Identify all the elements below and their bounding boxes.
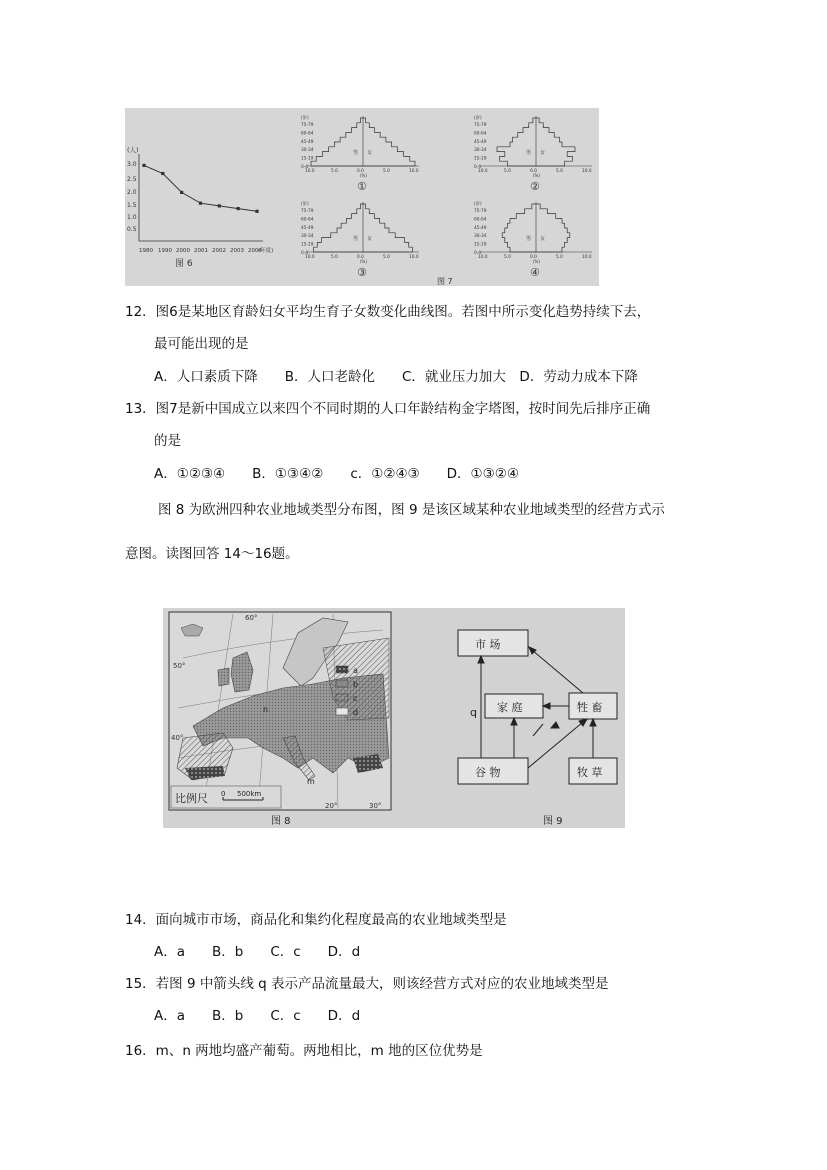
age-label: 60-64	[301, 131, 314, 137]
figure-6-7	[125, 108, 599, 286]
scale-km: 500km	[237, 790, 262, 798]
fig6-data-point	[218, 204, 221, 207]
fig6-ylabel: (人)	[127, 146, 139, 154]
box-livestock-label: 牲 畜	[577, 701, 603, 714]
age-label: 0-4	[474, 251, 482, 256]
q15-stem: 15．若图 9 中箭头线 q 表示产品流量最大，则该经营方式对应的农业地域类型是	[125, 976, 609, 992]
figure-8-9	[163, 608, 625, 828]
age-label: 75-79	[301, 123, 314, 128]
age-label: 15-19	[474, 242, 487, 248]
figure-7-pyramids	[301, 114, 592, 279]
pyramid-pct: (%)	[533, 173, 540, 178]
fig6-xtick: 1980	[139, 248, 153, 254]
age-label: 0-4	[474, 165, 482, 170]
fig6-ytick: 1.5	[127, 202, 137, 209]
fig7-caption: 图 7	[437, 277, 453, 286]
age-label: 30-34	[474, 234, 487, 240]
age-label: 75-79	[474, 209, 487, 214]
sex-label: 女	[367, 150, 373, 156]
population-pyramid	[474, 114, 592, 193]
figure-8-map	[169, 612, 391, 827]
fig9-caption: 图 9	[543, 816, 563, 827]
pyramid-pct: (%)	[360, 173, 367, 178]
age-label: 15-19	[474, 156, 487, 162]
sex-label: 女	[540, 150, 546, 156]
lat-60: 60°	[245, 614, 258, 622]
sex-label: 男	[526, 236, 532, 242]
pyramid-xtick: 10.0	[582, 169, 592, 174]
fig6-xtick: 2001	[194, 248, 208, 254]
fig6-data-point	[255, 210, 258, 213]
fig6-xtick: 1990	[158, 248, 172, 254]
fig6-caption: 图 6	[175, 259, 193, 269]
q13-options: A．①②③④ B．①③④② c．①②④③ D．①③②④	[154, 466, 519, 482]
fig8-caption: 图 8	[271, 816, 291, 827]
legend-label-a: a	[353, 666, 358, 675]
arrow-q-label: q	[470, 706, 477, 719]
age-label: 0-4	[301, 251, 309, 256]
age-label: 45-49	[301, 225, 314, 231]
age-label: 45-49	[474, 139, 487, 145]
legend-label-d: d	[353, 708, 359, 717]
box-forage-label: 牧 草	[577, 766, 603, 779]
fig6-xtick: 2003	[230, 248, 244, 254]
scale-zero: 0	[221, 790, 226, 798]
age-label: 30-34	[301, 234, 314, 240]
pyramid-marker: ③	[357, 266, 367, 279]
pyramid-xtick: 5.0	[331, 169, 338, 174]
pyramid-xtick: 5.0	[504, 255, 511, 260]
pyramid-xtick: 5.0	[331, 255, 338, 260]
age-unit: (岁)	[301, 116, 309, 121]
sex-label: 女	[540, 236, 546, 242]
lat-40: 40°	[171, 734, 184, 742]
age-label: 60-64	[474, 217, 487, 223]
pyramid-xtick: 10.0	[305, 255, 315, 260]
fig6-data-point	[180, 191, 183, 194]
q14-options: A．a B．b C．c D．d	[154, 944, 361, 960]
legend-swatch-a	[336, 666, 348, 673]
age-label: 15-19	[301, 242, 314, 248]
legend-label-c: c	[353, 694, 358, 703]
fig6-xtick: 2004	[248, 248, 262, 254]
population-pyramid	[301, 114, 419, 193]
age-label: 60-64	[301, 217, 314, 223]
pyramid-xtick: 5.0	[383, 169, 390, 174]
fig6-data-point	[161, 172, 164, 175]
pyramid-marker: ①	[357, 180, 367, 193]
pyramid-xtick: 10.0	[582, 255, 592, 260]
pyramid-xtick: 10.0	[478, 255, 488, 260]
sex-label: 女	[367, 236, 373, 242]
fig6-xtick: 2002	[212, 248, 226, 254]
pyramid-xtick: 10.0	[409, 169, 419, 174]
age-label: 75-79	[474, 123, 487, 128]
pyramid-xtick: 10.0	[305, 169, 315, 174]
fig6-ytick: 2.5	[127, 176, 137, 183]
fig6-data-point	[237, 207, 240, 210]
legend-swatch-b	[336, 680, 348, 687]
age-label: 0-4	[301, 165, 309, 170]
q13-stem-line1: 13．图7是新中国成立以来四个不同时期的人口年龄结构金字塔图，按时间先后排序正确	[125, 401, 651, 417]
sex-label: 男	[526, 150, 532, 156]
pyramid-xtick: 5.0	[556, 255, 563, 260]
age-unit: (岁)	[474, 116, 482, 121]
pyramid-xtick: 0.0	[357, 169, 364, 174]
pyramid-xtick: 0.0	[357, 255, 364, 260]
legend-label-b: b	[353, 680, 359, 689]
lon-20: 20°	[325, 802, 338, 810]
fig6-ytick: 1.0	[127, 214, 137, 221]
population-pyramid	[301, 200, 419, 279]
pyramid-xtick: 5.0	[504, 169, 511, 174]
map-scale	[171, 786, 281, 808]
pyramid-pct: (%)	[360, 259, 367, 264]
lon-30: 30°	[369, 802, 382, 810]
sex-label: 男	[353, 150, 359, 156]
age-label: 45-49	[301, 139, 314, 145]
scale-label: 比例尺	[175, 792, 208, 805]
pyramid-xtick: 10.0	[409, 255, 419, 260]
age-unit: (岁)	[301, 202, 309, 207]
q12-stem-line2: 最可能出现的是	[154, 336, 249, 352]
sex-label: 男	[353, 236, 359, 242]
lat-50: 50°	[173, 662, 186, 670]
box-family-label: 家 庭	[497, 701, 523, 714]
label-n: n	[263, 705, 269, 714]
legend-swatch-d	[336, 708, 348, 715]
q12-options: A．人口素质下降 B．人口老龄化 C．就业压力加大 D．劳动力成本下降	[154, 369, 638, 385]
pyramid-xtick: 5.0	[383, 255, 390, 260]
age-label: 45-49	[474, 225, 487, 231]
fig6-ytick: 3.0	[127, 161, 137, 168]
age-label: 15-19	[301, 156, 314, 162]
fig6-xunit: (年度)	[258, 248, 274, 254]
age-label: 60-64	[474, 131, 487, 137]
fig6-data-point	[142, 164, 145, 167]
pyramid-marker: ④	[530, 266, 540, 279]
intro-line2: 意图。读图回答 14～16题。	[125, 546, 299, 562]
fig6-data-point	[199, 202, 202, 205]
label-m: m	[307, 777, 315, 786]
fig6-ytick: 0.5	[127, 226, 137, 233]
fig6-ytick: 2.0	[127, 189, 137, 196]
age-label: 75-79	[301, 209, 314, 214]
q12-stem-line1: 12．图6是某地区育龄妇女平均生育子女数变化曲线图。若图中所示变化趋势持续下去，	[125, 304, 651, 320]
ireland-shape	[218, 668, 229, 686]
intro-line1: 图 8 为欧洲四种农业地域类型分布图，图 9 是该区域某种农业地域类型的经营方式示	[158, 502, 665, 518]
figure-9-diagram	[458, 630, 617, 827]
pyramid-xtick: 0.0	[530, 255, 537, 260]
pyramid-xtick: 10.0	[478, 169, 488, 174]
q13-stem-line2: 的是	[154, 433, 181, 449]
fig6-xtick: 2000	[176, 248, 190, 254]
box-grain-label: 谷 物	[475, 766, 501, 779]
box-market-label: 市 场	[475, 638, 501, 651]
q14-stem: 14．面向城市市场，商品化和集约化程度最高的农业地域类型是	[125, 912, 507, 928]
pyramid-marker: ②	[530, 180, 540, 193]
q16-stem: 16．m、n 两地均盛产葡萄。两地相比，m 地的区位优势是	[125, 1043, 483, 1059]
legend-swatch-c	[336, 694, 348, 701]
population-pyramid	[474, 200, 592, 279]
pyramid-xtick: 0.0	[530, 169, 537, 174]
age-unit: (岁)	[474, 202, 482, 207]
age-label: 30-34	[301, 148, 314, 154]
pyramid-xtick: 5.0	[556, 169, 563, 174]
figure-6-chart	[127, 145, 273, 269]
age-label: 30-34	[474, 148, 487, 154]
q15-options: A．a B．b C．c D．d	[154, 1008, 361, 1024]
pyramid-pct: (%)	[533, 259, 540, 264]
